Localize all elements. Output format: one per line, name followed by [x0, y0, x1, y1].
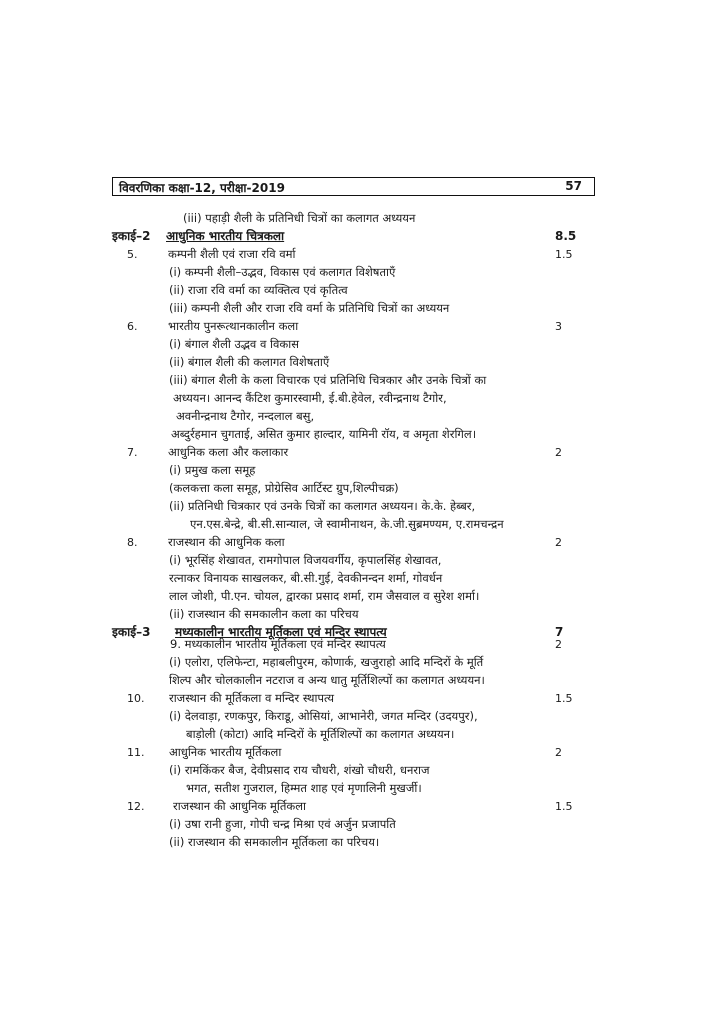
- section-title: राजस्थान की मूर्तिकला व मन्दिर स्थापत्य: [169, 691, 334, 705]
- syllabus-line: (ii) प्रतिनिधी चित्रकार एवं उनके चित्रों का कलागत अध्ययन। के.के. हेब्बर,: [169, 499, 476, 513]
- marks-value: 2: [555, 446, 562, 459]
- syllabus-line: लाल जोशी, पी.एन. चोयल, द्वारका प्रसाद शर्मा, राम जैसवाल व सुरेश शर्मा।: [169, 589, 480, 603]
- section-title: कम्पनी शैली एवं राजा रवि वर्मा: [168, 247, 296, 261]
- syllabus-line: रत्नाकर विनायक साखलकर, बी.सी.गुई, देवकीनन्दन शर्मा, गोवर्धन: [169, 571, 443, 585]
- unit-title: आधुनिक भारतीय चित्रकला: [166, 229, 285, 243]
- section-number: 12.: [127, 800, 145, 813]
- syllabus-line: अध्ययन। आनन्द कैंटिश कुमारस्वामी, ई.बी.हेवेल, रवीन्द्रनाथ टैगोर,: [173, 391, 447, 405]
- marks-value: 1.5: [555, 692, 573, 705]
- syllabus-line: 9. मध्यकालीन भारतीय मूर्तिकला एवं मन्दिर स्थापत्य: [170, 637, 386, 651]
- syllabus-line: (ii) बंगाल शैली की कलागत विशेषताएँ: [169, 355, 330, 369]
- header-title: विवरणिका कक्षा-12, परीक्षा-2019: [119, 181, 285, 195]
- marks-value: 2: [555, 746, 562, 759]
- syllabus-line: (ii) राजस्थान की समकालीन कला का परिचय: [169, 607, 359, 621]
- unit-label: इकाई–3: [112, 625, 151, 639]
- syllabus-line: (i) प्रमुख कला समूह: [169, 463, 256, 477]
- syllabus-line: (i) उषा रानी हुजा, गोपी चन्द्र मिश्रा एवं अर्जुन प्रजापति: [169, 817, 396, 831]
- syllabus-line: (कलकत्ता कला समूह, प्रोग्रेसिव आर्टिस्ट ग्रुप,शिल्पीचक्र): [169, 481, 399, 495]
- section-number: 8.: [127, 536, 138, 549]
- syllabus-line: (i) रामकिंकर बैज, देवीप्रसाद राय चौधरी, शंखो चौधरी, धनराज: [169, 763, 430, 777]
- section-number: 5.: [127, 248, 138, 261]
- section-number: 7.: [127, 446, 138, 459]
- syllabus-line: एन.एस.बेन्द्रे, बी.सी.सान्याल, जे स्वामीनाथन, के.जी.सुब्रमण्यम, ए.रामचन्द्रन: [190, 517, 504, 531]
- section-title: राजस्थान की आधुनिक मूर्तिकला: [173, 799, 306, 813]
- unit-label: इकाई–2: [112, 229, 151, 243]
- marks-value: 2: [555, 536, 562, 549]
- section-title: आधुनिक कला और कलाकार: [168, 445, 289, 459]
- marks-value: 3: [555, 320, 562, 333]
- section-title: राजस्थान की आधुनिक कला: [168, 535, 285, 549]
- syllabus-line: (ii) राजस्थान की समकालीन मूर्तिकला का परिचय।: [169, 835, 380, 849]
- section-number: 6.: [127, 320, 138, 333]
- syllabus-line: अब्दुर्रहमान चुगताई, असित कुमार हाल्दार, यामिनी रॉय, व अमृता शेरगिल।: [171, 427, 477, 441]
- page-number: 57: [565, 179, 582, 193]
- syllabus-line: (i) भूरसिंह शेखावत, रामगोपाल विजयवर्गीय, कृपालसिंह शेखावत,: [169, 553, 442, 567]
- syllabus-line: बाड़ोली (कोटा) आदि मन्दिरों के मूर्तिशिल्पों का कलागत अध्ययन।: [186, 727, 455, 741]
- page-header: [112, 177, 595, 196]
- syllabus-line: (i) एलोरा, एलिफेन्टा, महाबलीपुरम, कोणार्क, खजुराहो आदि मन्दिरों के मूर्ति: [169, 655, 484, 669]
- marks-value: 2: [555, 638, 562, 651]
- section-title: आधुनिक भारतीय मूर्तिकला: [169, 745, 282, 759]
- unit-title: मध्यकालीन भारतीय मूर्तिकला एवं मन्दिर स्थापत्य: [175, 625, 387, 639]
- syllabus-line: भगत, सतीश गुजराल, हिम्मत शाह एवं मृणालिनी मुखर्जी।: [186, 781, 422, 795]
- section-title: भारतीय पुनरूत्थानकालीन कला: [168, 319, 299, 333]
- syllabus-line: (i) देलवाड़ा, रणकपुर, किराडू, ओसियां, आभानेरी, जगत मन्दिर (उदयपुर),: [169, 709, 478, 723]
- syllabus-line: शिल्प और चोलकालीन नटराज व अन्य धातु मूर्तिशिल्पों का कलागत अध्ययन।: [169, 673, 485, 687]
- syllabus-line: (i) कम्पनी शैली–उद्भव, विकास एवं कलागत विशेषताएँ: [169, 265, 396, 279]
- marks-value: 1.5: [555, 800, 573, 813]
- section-number: 11.: [127, 746, 145, 759]
- syllabus-line: (iii) पहाड़ी शैली के प्रतिनिधी चित्रों का कलागत अध्ययन: [183, 211, 416, 225]
- syllabus-line: (iii) कम्पनी शैली और राजा रवि वर्मा के प्रतिनिधि चित्रों का अध्ययन: [169, 301, 450, 315]
- marks-value: 1.5: [555, 248, 573, 261]
- marks-value: 7: [555, 625, 564, 639]
- syllabus-line: अवनीन्द्रनाथ टैगोर, नन्दलाल बसु,: [176, 409, 315, 423]
- syllabus-line: (ii) राजा रवि वर्मा का व्यक्तित्व एवं कृतित्व: [169, 283, 348, 297]
- marks-value: 8.5: [555, 229, 577, 243]
- syllabus-line: (i) बंगाल शैली उद्भव व विकास: [169, 337, 299, 351]
- syllabus-line: (iii) बंगाल शैली के कला विचारक एवं प्रतिनिधि चित्रकार और उनके चित्रों का: [169, 373, 487, 387]
- section-number: 10.: [127, 692, 145, 705]
